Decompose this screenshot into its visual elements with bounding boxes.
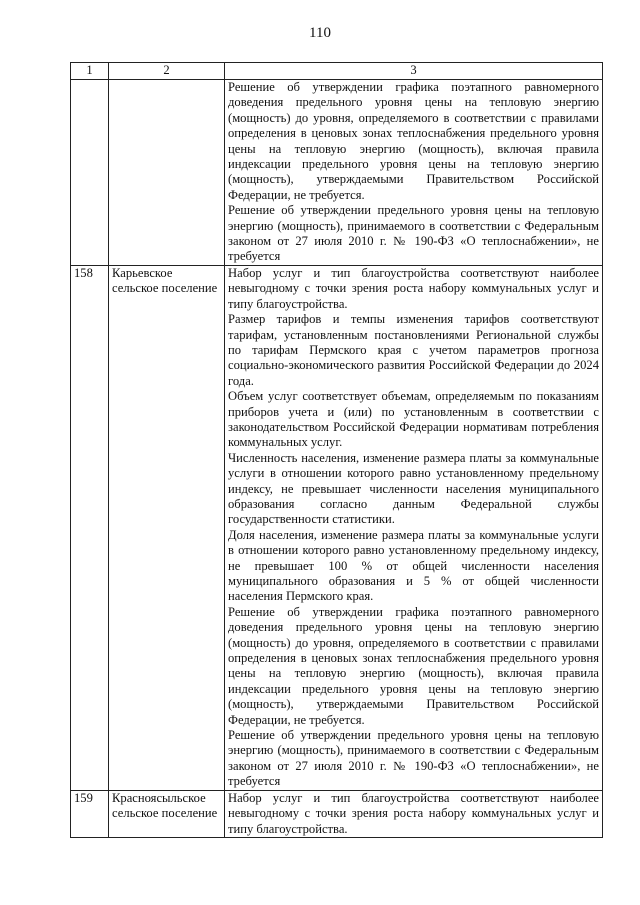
column-header-3: 3 [225, 63, 603, 80]
description-paragraph: Решение об утверждении графика поэтапного равномерного доведения предельного уровня цены на тепловую энергию (мощность) до уровня, определяемого в соответствии с правилами определения в ценовых зонах теплоснабжения предельного уровня цены на тепловую энергию (мощность), включая правила индексации предельного уровня цены на тепловую энергию (мощность), утверждаемыми Правительством Российской Федерации, не требуется. [228, 80, 599, 202]
table-row [71, 790, 603, 837]
description-paragraph: Набор услуг и тип благоустройства соответствуют наиболее невыгодному с точки зрения роста набору коммунальных услуг и типу благоустройства. [228, 790, 599, 836]
document-table [70, 62, 603, 838]
settlement-name [109, 80, 225, 266]
description-paragraph: Решение об утверждении графика поэтапного равномерного доведения предельного уровня цены на тепловую энергию (мощность) до уровня, определяемого в соответствии с правилами определения в ценовых зонах теплоснабжения предельного уровня цены на тепловую энергию (мощность), включая правила индексации предельного уровня цены на тепловую энергию (мощность), утверждаемыми Правительством Российской Федерации, не требуется. [228, 604, 599, 727]
description-paragraph: Размер тарифов и темпы изменения тарифов соответствуют тарифам, установленным постановлениями Региональной службы по тарифам Пермского края с учетом параметров прогноза социально-экономического развития Российской Федерации до 2024 года. [228, 312, 599, 388]
row-number: 159 [71, 790, 109, 837]
settlement-name: Красноясыльское сельское поселение [109, 790, 225, 837]
description-paragraph: Объем услуг соответствует объемам, определяемым по показаниям приборов учета и (или) по установленным в соответствии с законодательством Российской Федерации нормативам потребления коммунальных услуг. [228, 389, 599, 450]
column-header-2: 2 [109, 63, 225, 80]
description-paragraph: Доля населения, изменение размера платы за коммунальные услуги в отношении которого равно установленному предельному индексу, не превышает 100 % от общей численности населения муниципального образования и 5 % от общей численности населения Пермского края. [228, 527, 599, 604]
row-number: 158 [71, 265, 109, 790]
description-cell [225, 790, 603, 837]
page-number: 110 [309, 25, 331, 41]
description-cell [225, 265, 603, 790]
table-body [71, 80, 603, 838]
settlement-name: Карьевское сельское поселение [109, 265, 225, 790]
table-row [71, 265, 603, 790]
table-header-row [71, 63, 603, 80]
description-cell [225, 80, 603, 266]
description-paragraph: Решение об утверждении предельного уровня цены на тепловую энергию (мощность), принимаемого в соответствии с Федеральным законом от 27 июля 2010 г. № 190-ФЗ «О теплоснабжении», не требуется [228, 203, 599, 264]
row-number [71, 80, 109, 266]
table-row [71, 80, 603, 266]
description-paragraph: Решение об утверждении предельного уровня цены на тепловую энергию (мощность), принимаемого в соответствии с Федеральным законом от 27 июля 2010 г. № 190-ФЗ «О теплоснабжении», не требуется [228, 728, 599, 789]
column-header-1: 1 [71, 63, 109, 80]
description-paragraph: Численность населения, изменение размера платы за коммунальные услуги в отношении которого равно установленному предельному индексу, не превышает численности населения муниципального образования согласно данным Федеральной службы государственности статистики. [228, 450, 599, 527]
description-paragraph: Набор услуг и тип благоустройства соответствуют наиболее невыгодному с точки зрения роста набору коммунальных услуг и типу благоустройства. [228, 265, 599, 311]
